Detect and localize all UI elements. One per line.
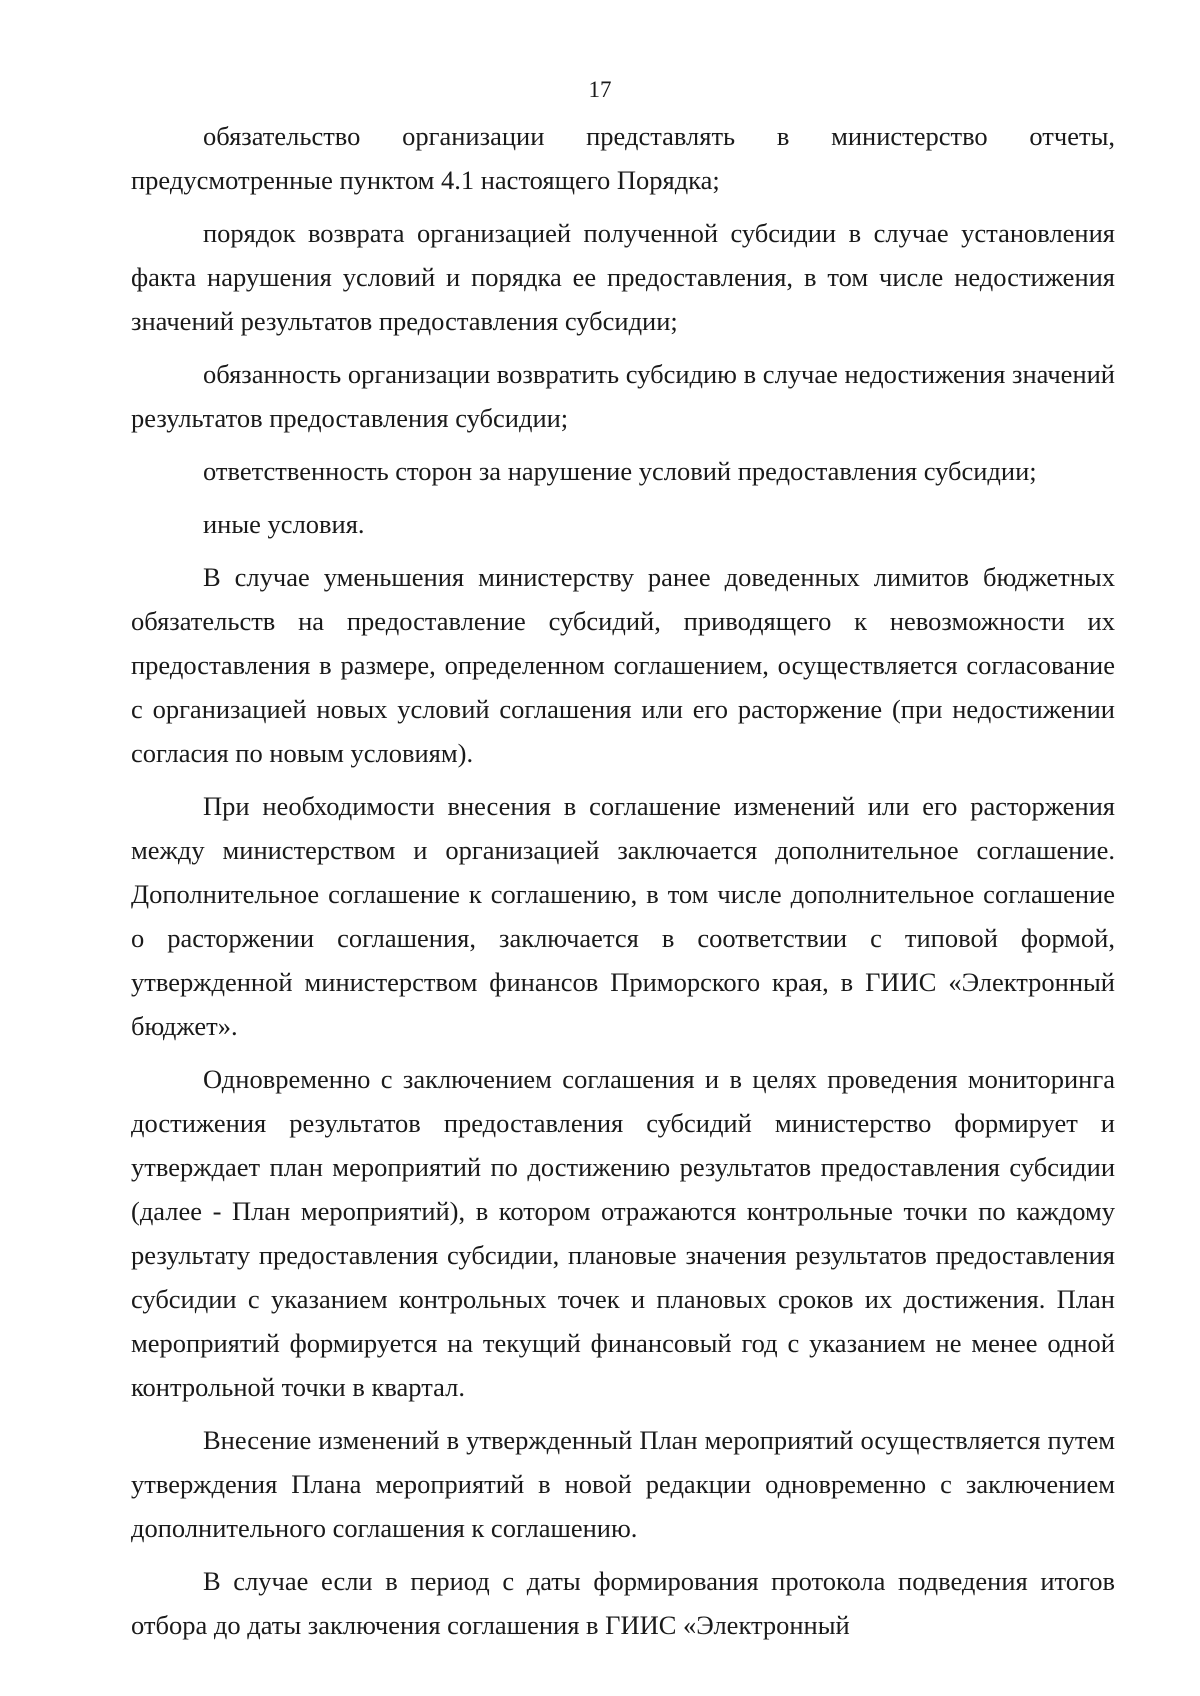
paragraph-action-plan: Одновременно с заключением соглашения и в целях проведения мониторинга достижения результатов предоставления субсидий министерство формирует и утверждает план мероприятий по достижению результатов предоставления субсидии (далее - План мероприятий), в котором отражаются контрольные точки по каждому результату предоставления субсидии, плановые значения результатов предоставления субсидии с указанием контрольных точек и плановых сроков их достижения. План мероприятий формируется на текущий финансовый год с указанием не менее одной контрольной точки в квартал. [131, 1064, 1115, 1402]
paragraph-responsibility: ответственность сторон за нарушение условий предоставления субсидии; [203, 456, 1037, 486]
document-body [131, 114, 1115, 1647]
paragraph-plan-changes: Внесение изменений в утвержденный План мероприятий осуществляется путем утверждения Плана мероприятий в новой редакции одновременно с заключением дополнительного соглашения к соглашению. [131, 1425, 1115, 1543]
paragraph-refund-procedure: порядок возврата организацией полученной субсидии в случае установления факта нарушения условий и порядка ее предоставления, в том числе недостижения значений результатов предоставления субсидии; [131, 218, 1115, 336]
paragraph-refund-duty: обязанность организации возвратить субсидию в случае недостижения значений результатов предоставления субсидии; [131, 359, 1115, 433]
paragraph-selection-period: В случае если в период с даты формирования протокола подведения итогов отбора до даты заключения соглашения в ГИИС «Электронный [131, 1566, 1115, 1640]
page-number: 17 [588, 77, 612, 102]
paragraph-additional-agreement: При необходимости внесения в соглашение изменений или его расторжения между министерством и организацией заключается дополнительное соглашение. Дополнительное соглашение к соглашению, в том числе дополнительное соглашение о расторжении соглашения, заключается в соответствии с типовой формой, утвержденной министерством финансов Приморского края, в ГИИС «Электронный бюджет». [131, 791, 1115, 1041]
paragraph-other-conditions: иные условия. [203, 509, 365, 539]
paragraph-report-obligation: обязательство организации представлять в министерство отчеты, предусмотренные пунктом 4.1 настоящего Порядка; [131, 121, 1115, 195]
paragraph-limits-reduction: В случае уменьшения министерству ранее доведенных лимитов бюджетных обязательств на предоставление субсидий, приводящего к невозможности их предоставления в размере, определенном соглашением, осуществляется согласование с организацией новых условий соглашения или его расторжение (при недостижении согласия по новым условиям). [131, 562, 1115, 768]
